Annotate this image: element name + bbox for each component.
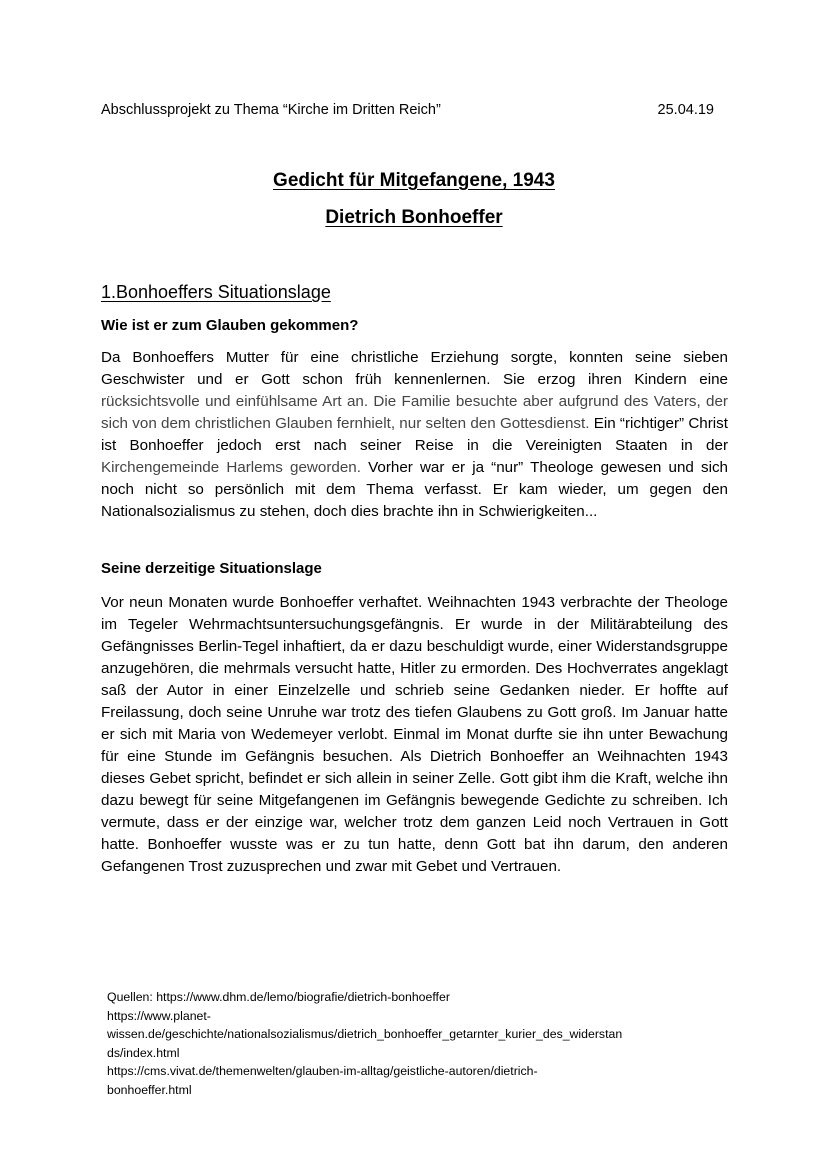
source-url-planet-wissen-1[interactable]: https://www.planet- — [107, 1008, 211, 1023]
source-url-vivat-1[interactable]: https://cms.vivat.de/themenwelten/glauben-im-alltag/geistliche-autoren/dietrich- — [107, 1064, 538, 1078]
paragraph-faith-part-d: Kirchengemeinde Harlems geworden. — [101, 459, 361, 476]
sources-label: Quellen: — [107, 990, 157, 1004]
paragraph-faith — [101, 347, 728, 523]
paragraph-faith-part-b: rücksichtsvolle und einfühlsame Art an. Die Familie besuchte aber aufgrund des Vaters, der sich von dem christlichen Glauben fernhielt, nur selten den Gottesdienst. — [101, 393, 728, 432]
source-url-dhm[interactable]: https://www.dhm.de/lemo/biografie/dietrich-bonhoeffer — [156, 990, 450, 1004]
source-url-planet-wissen-2[interactable]: wissen.de/geschichte/nationalsozialismus/dietrich_bonhoeffer_getarnter_kurier_des_widerstan — [107, 1027, 623, 1041]
document-header-title: Abschlussprojekt zu Thema “Kirche im Dritten Reich” — [101, 102, 441, 118]
paragraph-faith-part-c: Ein “richtiger” Christ ist Bonhoeffer jedoch erst nach seiner Reise in die Vereinigten Staaten in der — [101, 415, 728, 454]
sources-block — [107, 988, 719, 1099]
document-date: 25.04.19 — [657, 102, 714, 118]
source-line-1 — [107, 988, 719, 1007]
paragraph-faith-part-a: Da Bonhoeffers Mutter für eine christliche Erziehung sorgte, konnten seine sieben Geschwister und er Gott schon früh kennenlernen. Sie erzog ihren Kindern eine — [101, 349, 728, 388]
source-url-vivat-2[interactable]: bonhoeffer.html — [107, 1082, 192, 1097]
paragraph-situation: Vor neun Monaten wurde Bonhoeffer verhaftet. Weihnachten 1943 verbrachte der Theologe im Tegeler Wehrmachtsuntersuchungsgefängnis. Er wurde in der Militärabteilung des Gefängnisses Berlin-Tegel inhaftiert, da er dazu beschuldigt wurde, einer Widerstandsgruppe anzugehören, die mehrmals versucht hatte, Hitler zu ermorden. Des Hochverrates angeklagt saß der Autor in einer Einzelzelle und schrieb seine Gedanken nieder. Er hoffte auf Freilassung, doch seine Unruhe war trotz des tiefen Glaubens zu Gott groß. Im Januar hatte er sich mit Maria von Wedemeyer verlobt. Einmal im Monat durfte sie ihn unter Bewachung für eine Stunde im Gefängnis besuchen. Als Dietrich Bonhoeffer an Weihnachten 1943 dieses Gebet spricht, befindet er sich allein in seiner Zelle. Gott gibt ihm die Kraft, welche ihn dazu bewegt für seine Mitgefangenen im Gefängnis bewegende Gedichte zu schreiben. Ich vermute, dass er der einzige war, welcher trotz dem ganzen Leid noch Vertrauen in Gott hatte. Bonhoeffer wusste was er zu tun hatte, denn Gott bat ihn darum, den anderen Gefangenen Trost zuzusprechen und zwar mit Gebet und Vertrauen. — [101, 594, 728, 875]
section-heading: 1.Bonhoeffers Situationslage — [101, 282, 331, 302]
document-title: Gedicht für Mitgefangene, 1943 — [273, 170, 555, 191]
paragraph-faith-part-e: Vorher war er ja “nur” Theologe gewesen und sich noch nicht so persönlich mit dem Thema verfasst. Er kam wieder, um gegen den Nationalsozialismus zu stehen, doch dies brachte ihn in Schwierigkeiten... — [101, 459, 728, 520]
document-author: Dietrich Bonhoeffer — [325, 207, 503, 228]
source-url-planet-wissen-3[interactable]: ds/index.html — [107, 1045, 180, 1060]
subheading-faith: Wie ist er zum Glauben gekommen? — [101, 317, 359, 334]
subheading-situation: Seine derzeitige Situationslage — [101, 560, 322, 577]
